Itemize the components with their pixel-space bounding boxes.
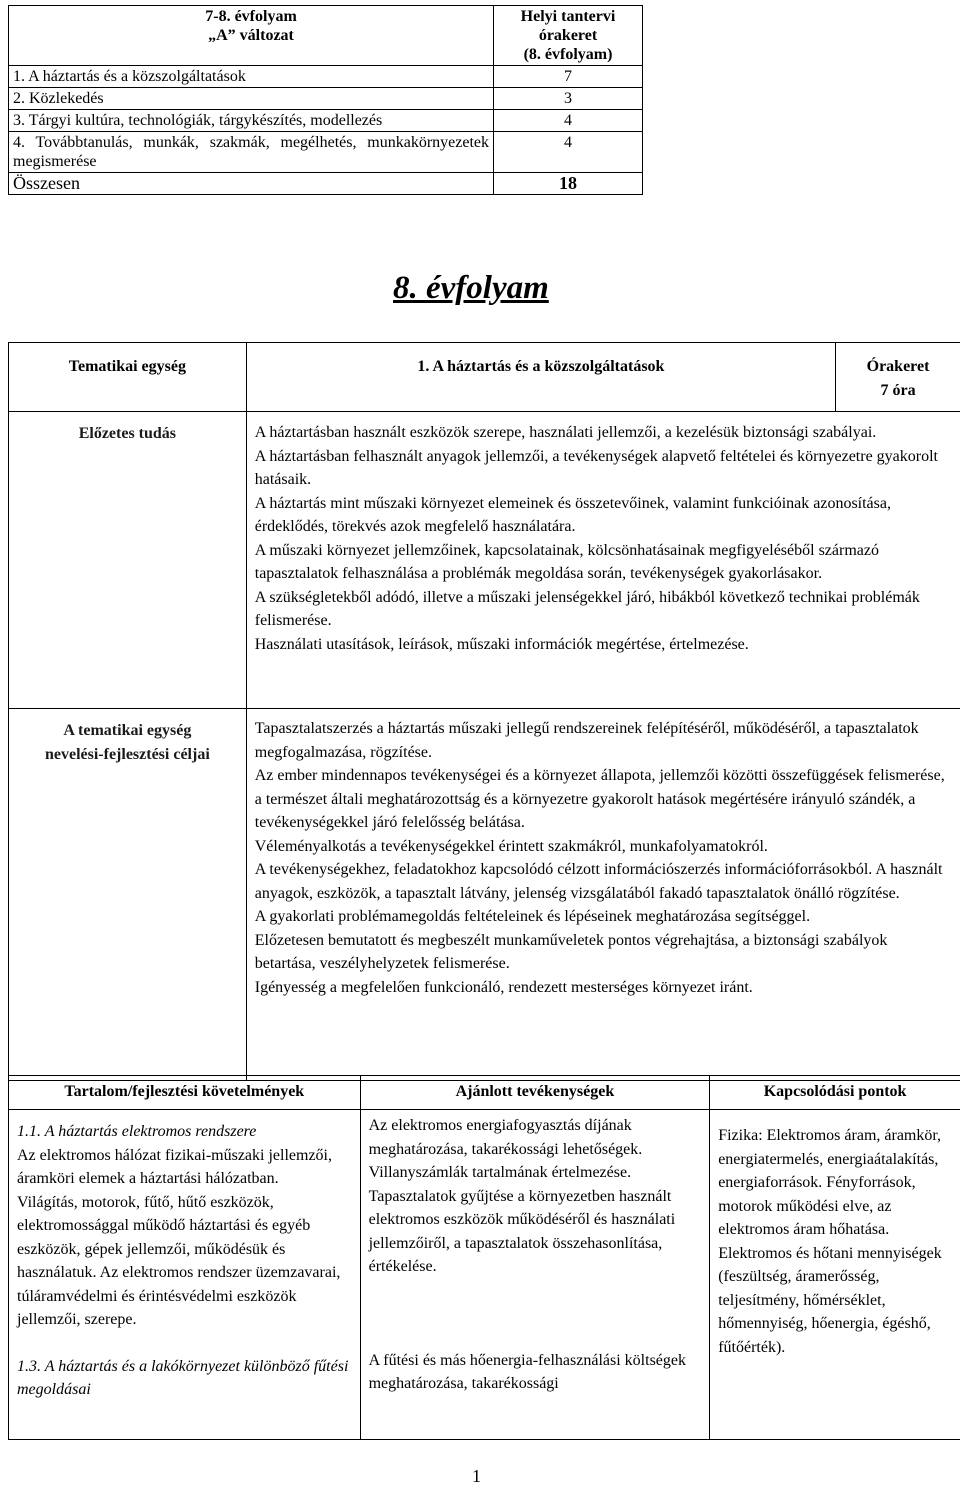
activity-text: Tapasztalatok gyűjtése a környezetben használt elektromos eszközök működéséről és használati jellemzőiről, a tapasztalatok összehasonlítása, értékelése. bbox=[368, 1187, 676, 1275]
hours-header-frame bbox=[494, 6, 643, 66]
hours-table bbox=[8, 5, 643, 195]
prior-knowledge-label: Előzetes tudás bbox=[9, 412, 247, 709]
goal-item: Igényesség a megfelelően funkcionáló, rendezett mesterséges környezet iránt. bbox=[254, 978, 753, 996]
unit-hours-label: Órakeret bbox=[866, 358, 930, 375]
hours-header-frame-line1: Helyi tantervi bbox=[520, 8, 616, 25]
section-title: 1.1. A háztartás elektromos rendszere bbox=[17, 1123, 257, 1140]
goals-label-line2: nevelési-fejlesztési céljai bbox=[44, 745, 210, 763]
connections-text: Fizika: Elektromos áram, áramkör, energiatermelés, energiaátalakítás, energiaforrások. Fényforrások, motorok működési elve, az elektromos áram hőhatása. Elektromos és hőtani mennyiségek (feszültség, áramerősség, teljesítmény, hőmérséklet, hőmennyiség, hőenergia, égéshő, fűtőérték). bbox=[718, 1127, 942, 1356]
unit-header-row bbox=[9, 343, 960, 412]
content-header: Tartalom/fejlesztési követelmények bbox=[9, 1076, 361, 1110]
bottom-header-row bbox=[9, 1076, 960, 1110]
content-column bbox=[9, 1110, 361, 1440]
goal-item: A tevékenységekhez, feladatokhoz kapcsolódó célzott információszerzés információforrásokból. A használt anyagok, eszközök, a tapasztalt látvány, jelenség vizsgálatából fakadó tapasztalatok önálló rögzítése. bbox=[254, 861, 943, 902]
activity-text: A fűtési és más hőenergia-felhasználási költségek meghatározása, takarékossági bbox=[368, 1351, 686, 1392]
table-row bbox=[9, 110, 643, 132]
page-number: 1 bbox=[472, 1466, 481, 1486]
goal-item: Előzetesen bemutatott és megbeszélt munkaműveletek pontos végrehajtása, a biztonsági szabályok betartása, veszélyhelyzetek felismerése. bbox=[254, 931, 888, 972]
content-activities-table bbox=[8, 1075, 960, 1440]
total-row bbox=[9, 173, 643, 195]
table-row bbox=[9, 132, 643, 173]
goal-item: Véleményalkotás a tevékenységekkel érintett szakmákról, munkafolyamatokról. bbox=[254, 837, 768, 855]
section-text: Világítás, motorok, fűtő, hűtő eszközök, elektromossággal működő háztartási és egyéb eszközök, gépek jellemzői, működésük és használatuk. Az elektromos rendszer üzemzavarai, túláramvédelmi és érintésvédelmi eszközök jellemzői, szerepe. bbox=[17, 1193, 341, 1328]
unit-hours bbox=[836, 343, 960, 412]
prior-knowledge-row bbox=[9, 412, 960, 709]
connections-column bbox=[710, 1110, 960, 1440]
total-label: Összesen bbox=[9, 173, 494, 195]
goal-item: Az ember mindennapos tevékenységei és a környezet állapota, jellemzői közötti összefüggések felismerése, a természet általi meghatározottság és a környezetre gyakorolt hatások megértésére irányuló szándék, a tevékenységekkel járó felelősség belátása. bbox=[254, 767, 945, 831]
section-text: Az elektromos hálózat fizikai-műszaki jellemzői, áramköri elemek a háztartási hálózatban. bbox=[17, 1146, 332, 1187]
unit-label: Tematikai egység bbox=[9, 343, 247, 412]
goals-label-line1: A tematikai egység bbox=[63, 722, 192, 739]
hours-table-header bbox=[9, 6, 643, 66]
goals-label bbox=[9, 709, 247, 1081]
unit-title: 1. A háztartás és a közszolgáltatások bbox=[246, 343, 835, 412]
activities-column bbox=[360, 1110, 710, 1440]
thematic-unit-table bbox=[8, 342, 960, 1081]
row-hours: 7 bbox=[494, 66, 643, 88]
row-label: 2. Közlekedés bbox=[9, 88, 494, 110]
prior-knowledge-item: A háztartásban használt eszközök szerepe, használati jellemzői, a kezelésük biztonsági szabályai. bbox=[254, 424, 877, 441]
total-value: 18 bbox=[494, 173, 643, 195]
row-hours: 3 bbox=[494, 88, 643, 110]
connections-header: Kapcsolódási pontok bbox=[710, 1076, 960, 1110]
section-title: 1.3. A háztartás és a lakókörnyezet különböző fűtési megoldásai bbox=[17, 1357, 349, 1398]
goals-content bbox=[246, 709, 960, 1081]
bottom-content-row bbox=[9, 1110, 960, 1440]
prior-knowledge-item: A műszaki környezet jellemzőinek, kapcsolatainak, kölcsönhatásainak megfigyeléséből származó tapasztalatok felhasználása a problémák megoldása során, tevékenységek gyakorlásakor. bbox=[254, 541, 879, 582]
activity-text: Az elektromos energiafogyasztás díjának meghatározása, takarékossági lehetőségek. Villanyszámlák tartalmának értelmezése. bbox=[368, 1117, 643, 1181]
hours-header-grade-line1: 7-8. évfolyam bbox=[205, 8, 297, 25]
hours-header-frame-line2: órakeret bbox=[538, 27, 598, 44]
row-label: 4. Továbbtanulás, munkák, szakmák, megélhetés, munkakörnyezetek megismerése bbox=[9, 132, 494, 173]
goal-item: A gyakorlati problémamegoldás feltételeinek és lépéseinek meghatározása segítséggel. bbox=[254, 908, 811, 925]
prior-knowledge-content bbox=[246, 412, 960, 709]
row-label: 3. Tárgyi kultúra, technológiák, tárgykészítés, modellezés bbox=[9, 110, 494, 132]
row-label: 1. A háztartás és a közszolgáltatások bbox=[9, 66, 494, 88]
row-hours: 4 bbox=[494, 132, 643, 173]
table-row bbox=[9, 88, 643, 110]
hours-header-grade-line2: „A” változat bbox=[208, 27, 294, 44]
goal-item: Tapasztalatszerzés a háztartás műszaki jellegű rendszereinek felépítéséről, működéséről, a tapasztalatok megfogalmazása, rögzítése. bbox=[254, 720, 919, 761]
grade-title: 8. évfolyam bbox=[393, 270, 549, 306]
table-row bbox=[9, 66, 643, 88]
goals-row bbox=[9, 709, 960, 1081]
prior-knowledge-item: A háztartás mint műszaki környezet elemeinek és összetevőinek, valamint funkcióinak azonosítása, érdeklődés, törekvés azok megfelelő használatára. bbox=[254, 494, 891, 535]
hours-header-grade bbox=[9, 6, 494, 66]
unit-hours-value: 7 óra bbox=[880, 382, 916, 399]
activities-header: Ajánlott tevékenységek bbox=[360, 1076, 710, 1110]
prior-knowledge-item: A szükségletekből adódó, illetve a műszaki jelenségekkel járó, hibákból következő technikai problémák felismerése. bbox=[254, 588, 920, 629]
prior-knowledge-item: Használati utasítások, leírások, műszaki információk megértése, értelmezése. bbox=[254, 635, 749, 653]
hours-header-frame-line3: (8. évfolyam) bbox=[523, 46, 613, 63]
row-hours: 4 bbox=[494, 110, 643, 132]
prior-knowledge-item: A háztartásban felhasznált anyagok jellemzői, a tevékenységek alapvető feltételei és környezetre gyakorolt hatásaik. bbox=[254, 447, 938, 488]
